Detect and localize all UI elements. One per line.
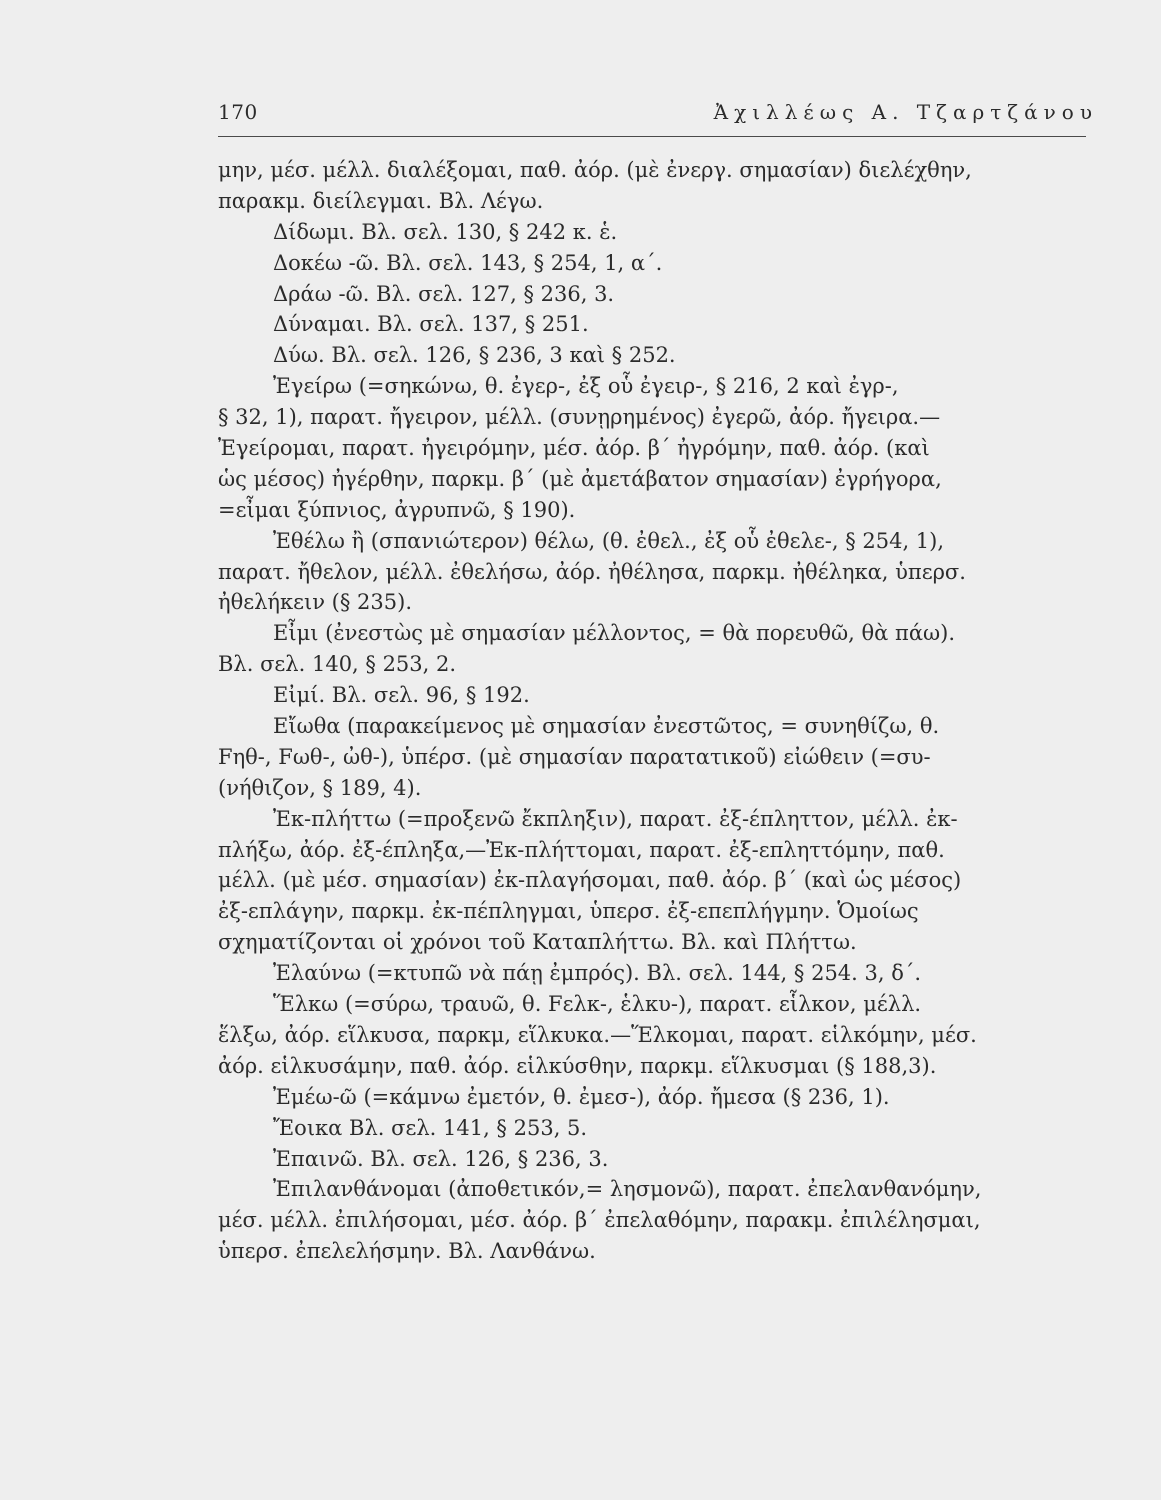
text-line: Εἶμι (ἐνεστὼς μὲ σημασίαν μέλλοντος, = θὰ πορευθῶ, θὰ πάω). bbox=[273, 621, 955, 646]
body-text bbox=[218, 155, 1098, 1267]
page-number: 170 bbox=[218, 100, 258, 124]
page-header bbox=[218, 96, 1098, 136]
text-line: Ἐθέλω ἢ (σπανιώτερον) θέλω, (θ. ἐθελ., ἐξ οὗ ἐθελε-, § 254, 1), bbox=[273, 528, 945, 553]
text-line: παρατ. ἤθελον, μέλλ. ἐθελήσω, ἀόρ. ἠθέλησα, παρκμ. ἠθέληκα, ὑπερσ. bbox=[218, 559, 966, 584]
text-line: Δράω -ῶ. Βλ. σελ. 127, § 236, 3. bbox=[273, 281, 615, 306]
text-line: ἐξ-επλάγην, παρκμ. ἐκ-πέπληγμαι, ὑπερσ. ἐξ-επεπλήγμην. Ὁμοίως bbox=[218, 899, 919, 924]
text-line: Ἐγείρομαι, παρατ. ἠγειρόμην, μέσ. ἀόρ. β΄ ἠγρόμην, παθ. ἀόρ. (καὶ bbox=[218, 436, 930, 461]
text-line: ὡς μέσος) ἠγέρθην, παρκμ. β΄ (μὲ ἀμετάβατον σημασίαν) ἐγρήγορα, bbox=[218, 466, 942, 491]
text-line: ἀόρ. εἱλκυσάμην, παθ. ἀόρ. εἱλκύσθην, παρκμ. εἵλκυσμαι (§ 188,3). bbox=[218, 1053, 937, 1078]
text-line: Δίδωμι. Βλ. σελ. 130, § 242 κ. ἑ. bbox=[273, 219, 618, 244]
text-line: Ἐλαύνω (=κτυπῶ νὰ πάῃ ἐμπρός). Βλ. σελ. 144, § 254. 3, δ΄. bbox=[273, 961, 922, 986]
text-line: μην, μέσ. μέλλ. διαλέξομαι, παθ. ἀόρ. (μὲ ἐνεργ. σημασίαν) διελέχθην, bbox=[218, 158, 972, 182]
text-line: Ἕλκω (=σύρω, τραυῶ, θ. Fελκ-, ἑλκυ-), παρατ. εἷλκον, μέλλ. bbox=[273, 992, 922, 1017]
text-line: Ἔοικα Βλ. σελ. 141, § 253, 5. bbox=[273, 1115, 588, 1140]
text-line: (νήθιζον, § 189, 4). bbox=[218, 775, 422, 800]
text-line: Ἐγείρω (=σηκώνω, θ. ἐγερ-, ἐξ οὗ ἐγειρ-, § 216, 2 καὶ ἐγρ-, bbox=[273, 374, 899, 399]
text-line: § 32, 1), παρατ. ἤγειρον, μέλλ. (συνῃρημένος) ἐγερῶ, ἀόρ. ἤγειρα.— bbox=[218, 405, 941, 430]
text-line: Ἐπαινῶ. Βλ. σελ. 126, § 236, 3. bbox=[273, 1146, 609, 1171]
text-line: μέλλ. (μὲ μέσ. σημασίαν) ἐκ-πλαγήσομαι, παθ. ἀόρ. β΄ (καὶ ὡς μέσος) bbox=[218, 868, 962, 893]
text-line: Βλ. σελ. 140, § 253, 2. bbox=[218, 652, 457, 677]
text-line: παρακμ. διείλεγμαι. Βλ. Λέγω. bbox=[218, 188, 544, 213]
header-rule bbox=[218, 136, 1086, 137]
text-line: σχηματίζονται οἱ χρόνοι τοῦ Καταπλήττω. Βλ. καὶ Πλήττω. bbox=[218, 930, 857, 955]
text-line: ὑπερσ. ἐπελελήσμην. Βλ. Λανθάνω. bbox=[218, 1239, 596, 1264]
text-line: Δοκέω -ῶ. Βλ. σελ. 143, § 254, 1, α΄. bbox=[273, 250, 663, 275]
text-line: ἕλξω, ἀόρ. εἵλκυσα, παρκμ, εἵλκυκα.—Ἕλκομαι, παρατ. εἱλκόμην, μέσ. bbox=[218, 1022, 977, 1047]
text-line: Δύω. Βλ. σελ. 126, § 236, 3 καὶ § 252. bbox=[273, 343, 676, 368]
text-line: =εἶμαι ξύπνιος, ἀγρυπνῶ, § 190). bbox=[218, 497, 576, 522]
text-line: Ἐκ-πλήττω (=προξενῶ ἔκπληξιν), παρατ. ἐξ-έπληττον, μέλλ. ἐκ- bbox=[273, 806, 958, 831]
text-line: Εἰμί. Βλ. σελ. 96, § 192. bbox=[273, 683, 530, 708]
running-head: Ἀχιλλέως Α. Τζαρτζάνου bbox=[713, 100, 1098, 124]
text-line: Ἐπιλανθάνομαι (ἀποθετικόν,= λησμονῶ), παρατ. ἐπελανθανόμην, bbox=[273, 1177, 982, 1202]
text-line: Fηθ-, Fωθ-, ὠθ-), ὑπέρσ. (μὲ σημασίαν παρατατικοῦ) εἰώθειν (=συ- bbox=[218, 744, 931, 769]
text-line: ἠθελήκειν (§ 235). bbox=[218, 590, 412, 615]
text-line: Δύναμαι. Βλ. σελ. 137, § 251. bbox=[273, 312, 589, 337]
text-line: πλήξω, ἀόρ. ἐξ-έπληξα,—Ἐκ-πλήττομαι, παρατ. ἐξ-επληττόμην, παθ. bbox=[218, 837, 945, 862]
text-line: μέσ. μέλλ. ἐπιλήσομαι, μέσ. ἀόρ. β΄ ἐπελαθόμην, παρακμ. ἐπιλέλησμαι, bbox=[218, 1208, 981, 1233]
text-line: Ἐμέω-ῶ (=κάμνω ἐμετόν, θ. ἐμεσ-), ἀόρ. ἤμεσα (§ 236, 1). bbox=[273, 1084, 890, 1109]
text-line: Εἴωθα (παρακείμενος μὲ σημασίαν ἐνεστῶτος, = συνηθίζω, θ. bbox=[273, 714, 940, 739]
